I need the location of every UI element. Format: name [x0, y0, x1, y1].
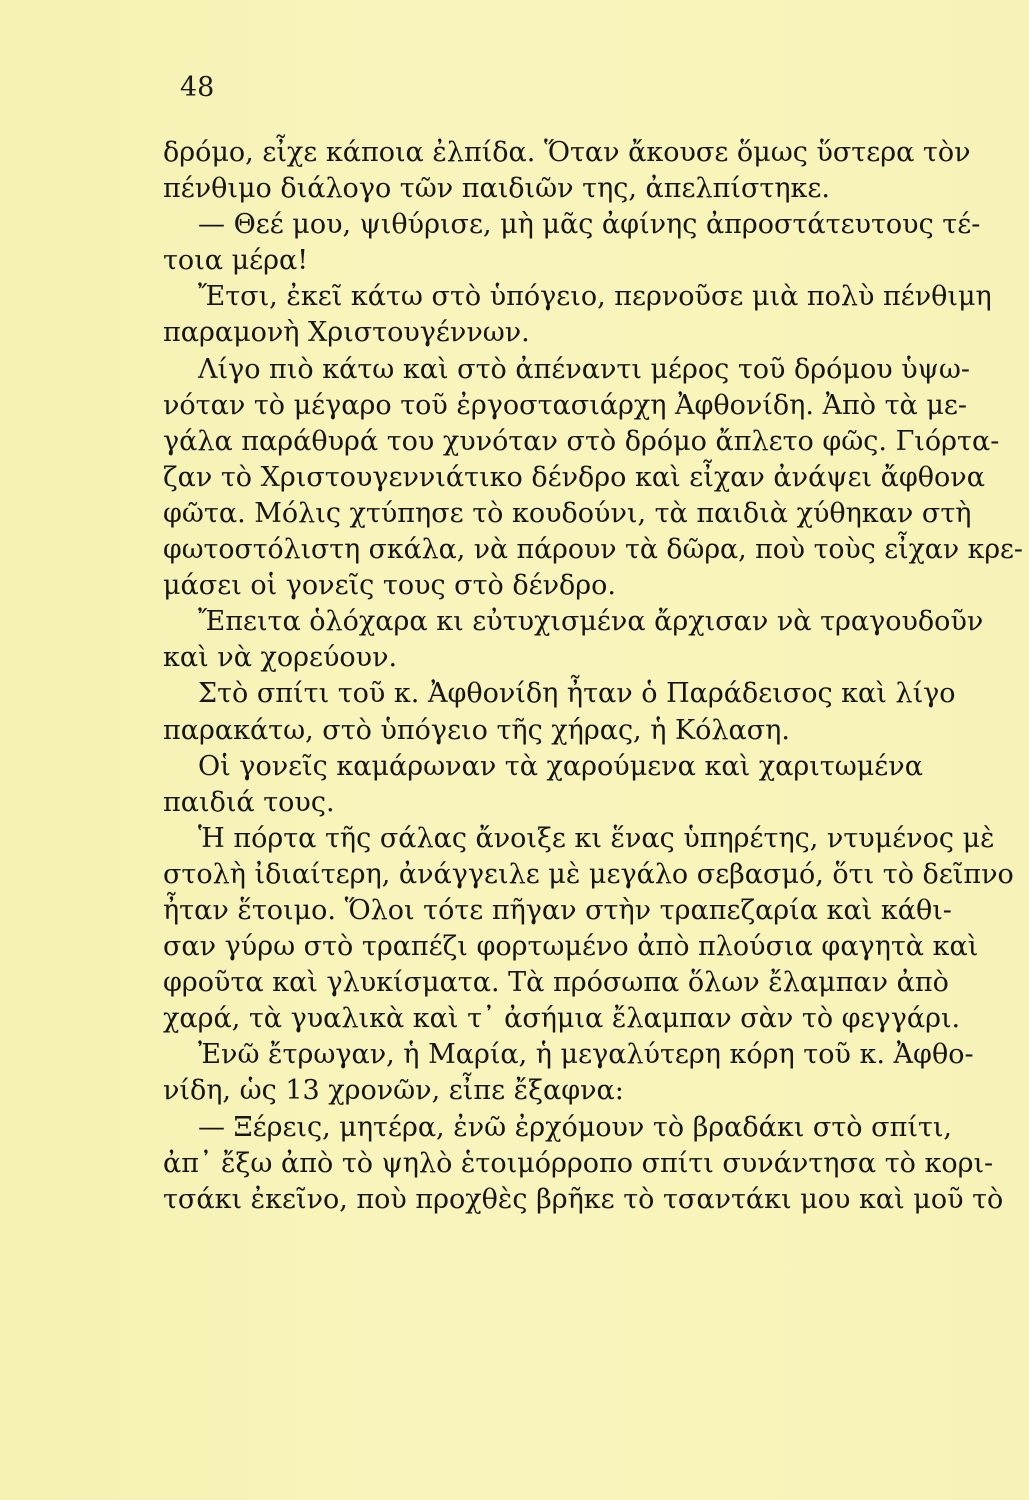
text-line: νόταν τὸ μέγαρο τοῦ ἐργοστασιάρχη Ἀφθονίδη. Ἀπὸ τὰ με-: [163, 389, 968, 421]
text-line: Στὸ σπίτι τοῦ κ. Ἀφθονίδη ἦταν ὁ Παράδεισος καὶ λίγο: [198, 678, 956, 710]
text-line: — Θεέ μου, ψιθύρισε, μὴ μᾶς ἀφίνης ἀπροστάτευτους τέ-: [198, 209, 981, 241]
text-line: τσάκι ἐκεῖνο, ποὺ προχθὲς βρῆκε τὸ τσαντάκι μου καὶ μοῦ τὸ: [163, 1183, 1004, 1215]
text-line: τοια μέρα!: [163, 245, 309, 277]
text-line: Λίγο πιὸ κάτω καὶ στὸ ἀπέναντι μέρος τοῦ δρόμου ὑψω-: [198, 353, 970, 385]
text-line: παρακάτω, στὸ ὑπόγειο τῆς χήρας, ἡ Κόλαση.: [163, 714, 790, 746]
text-line: νίδη, ὡς 13 χρονῶν, εἶπε ἔξαφνα:: [163, 1075, 624, 1107]
text-line: Ἐνῶ ἔτρωγαν, ἡ Μαρία, ἡ μεγαλύτερη κόρη τοῦ κ. Ἀφθο-: [198, 1039, 974, 1071]
text-line: καὶ νὰ χορεύουν.: [163, 642, 398, 674]
text-line: δρόμο, εἶχε κάποια ἐλπίδα. Ὅταν ἄκουσε ὅμως ὕστερα τὸν: [163, 137, 971, 168]
text-line: ἦταν ἕτοιμο. Ὅλοι τότε πῆγαν στὴν τραπεζαρία καὶ κάθι-: [163, 894, 952, 926]
text-line: — Ξέρεις, μητέρα, ἐνῶ ἐρχόμουν τὸ βραδάκι στὸ σπίτι,: [198, 1111, 953, 1143]
text-line: Ἔπειτα ὁλόχαρα κι εὐτυχισμένα ἄρχισαν νὰ τραγουδοῦν: [198, 606, 984, 638]
text-line: παιδιά τους.: [163, 786, 335, 818]
text-line: ζαν τὸ Χριστουγεννιάτικο δένδρο καὶ εἶχαν ἀνάψει ἄφθονα: [163, 461, 985, 493]
text-line: μάσει οἱ γονεῖς τους στὸ δένδρο.: [163, 570, 617, 602]
body-text: [163, 135, 1023, 1218]
text-line: φῶτα. Μόλις χτύπησε τὸ κουδούνι, τὰ παιδιὰ χύθηκαν στὴ: [163, 497, 972, 529]
text-line: Οἱ γονεῖς καμάρωναν τὰ χαρούμενα καὶ χαριτωμένα: [198, 750, 923, 782]
text-line: στολὴ ἰδιαίτερη, ἀνάγγειλε μὲ μεγάλο σεβασμό, ὅτι τὸ δεῖπνο: [163, 858, 1014, 890]
text-line: φωτοστόλιστη σκάλα, νὰ πάρουν τὰ δῶρα, ποὺ τοὺς εἶχαν κρε-: [163, 534, 1023, 566]
text-line: χαρά, τὰ γυαλικὰ καὶ τ᾽ ἀσήμια ἔλαμπαν σὰν τὸ φεγγάρι.: [163, 1003, 961, 1035]
text-line: Ἡ πόρτα τῆς σάλας ἄνοιξε κι ἕνας ὑπηρέτης, ντυμένος μὲ: [198, 822, 995, 854]
text-line: παραμονὴ Χριστουγέννων.: [163, 317, 530, 349]
text-line: ἀπ᾽ ἔξω ἀπὸ τὸ ψηλὸ ἑτοιμόρροπο σπίτι συνάντησα τὸ κορι-: [163, 1147, 994, 1179]
text-line: γάλα παράθυρά του χυνόταν στὸ δρόμο ἄπλετο φῶς. Γιόρτα-: [163, 425, 1000, 457]
text-line: φροῦτα καὶ γλυκίσματα. Τὰ πρόσωπα ὅλων ἔλαμπαν ἀπὸ: [163, 967, 949, 999]
page-number: 48: [180, 72, 215, 103]
text-line: πένθιμο διάλογο τῶν παιδιῶν της, ἀπελπίστηκε.: [163, 173, 830, 205]
text-line: Ἔτσι, ἐκεῖ κάτω στὸ ὑπόγειο, περνοῦσε μιὰ πολὺ πένθιμη: [198, 281, 992, 313]
text-line: σαν γύρω στὸ τραπέζι φορτωμένο ἀπὸ πλούσια φαγητὰ καὶ: [163, 931, 979, 963]
